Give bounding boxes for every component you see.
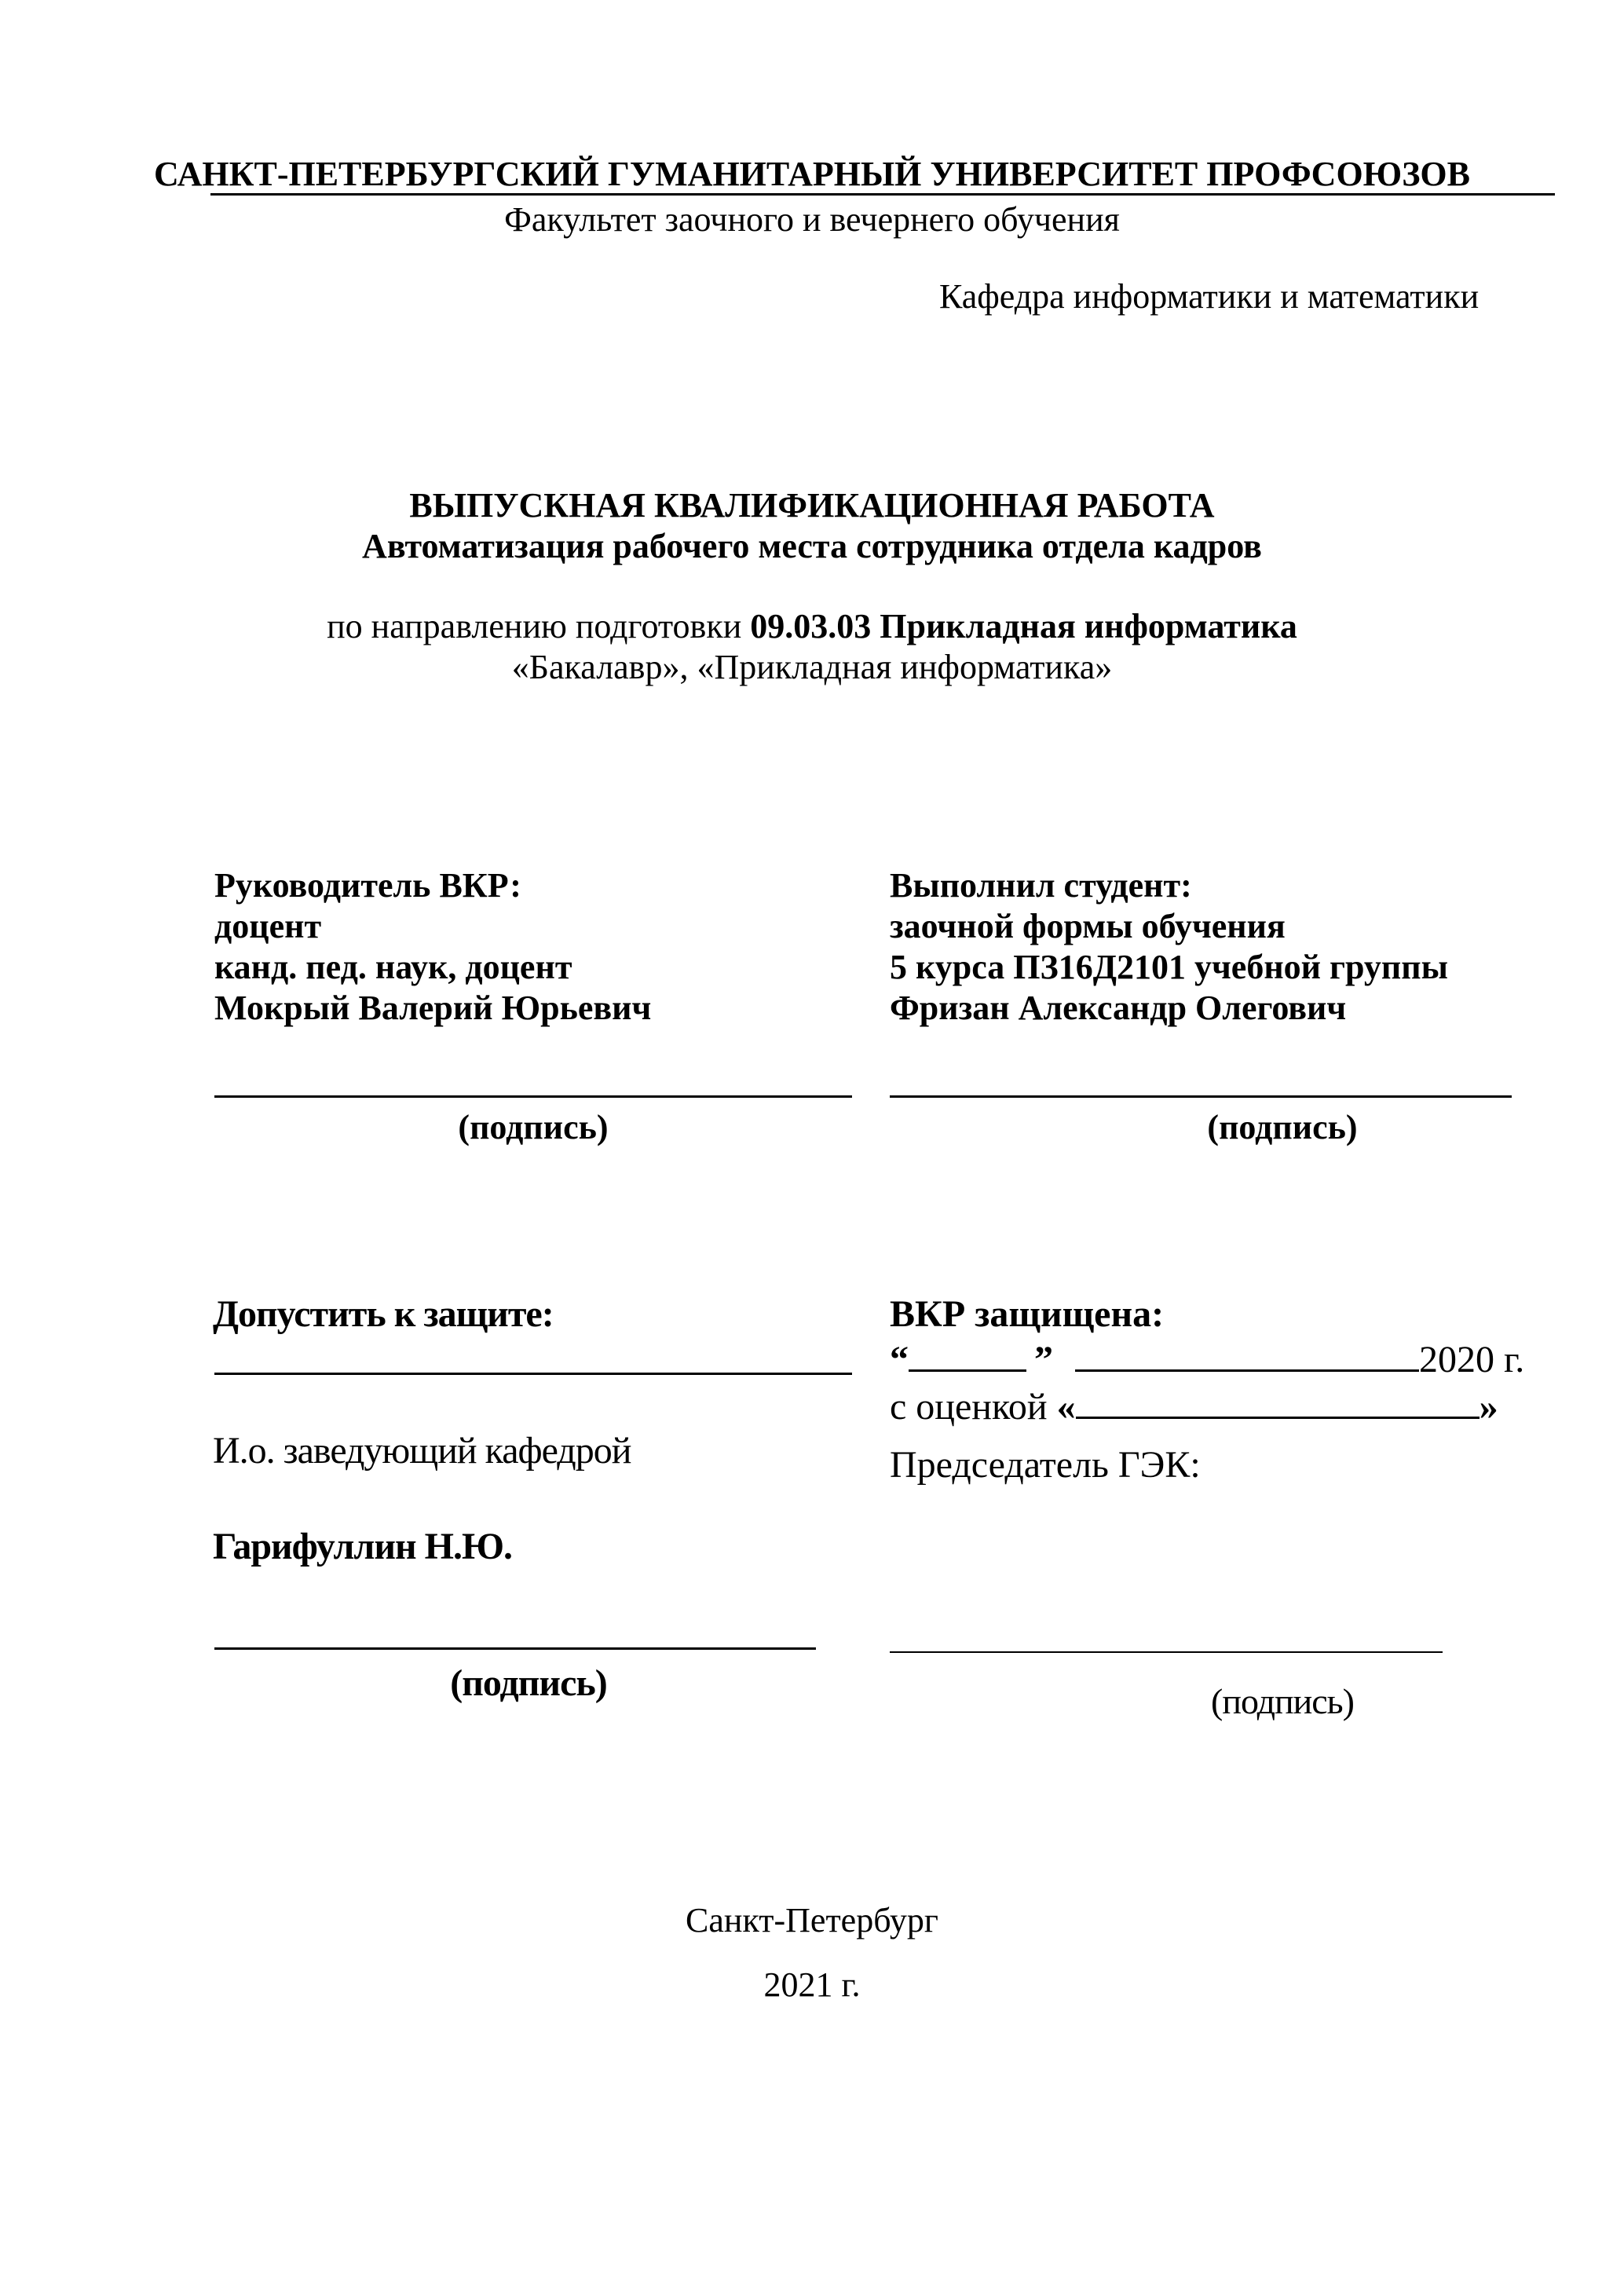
admission-signature-line bbox=[214, 1647, 816, 1650]
admission-signature-caption: (подпись) bbox=[450, 1662, 607, 1704]
grade-close-quote: » bbox=[1479, 1386, 1498, 1428]
defense-heading: ВКР защищена: bbox=[890, 1293, 1165, 1335]
header-rule bbox=[210, 193, 1555, 196]
degree-line: «Бакалавр», «Прикладная информатика» bbox=[511, 648, 1113, 686]
supervisor-degree: канд. пед. наук, доцент bbox=[214, 948, 572, 986]
gek-chair-label: Председатель ГЭК: bbox=[890, 1444, 1201, 1486]
university-name: САНКТ-ПЕТЕРБУРГСКИЙ ГУМАНИТАРНЫЙ УНИВЕРСИТЕТ ПРОФСОЮЗОВ bbox=[153, 155, 1471, 193]
direction-code: 09.03.03 Прикладная информатика bbox=[750, 607, 1297, 645]
admission-signature-line-top bbox=[214, 1373, 852, 1375]
date-day-blank bbox=[909, 1338, 1026, 1372]
direction-line bbox=[0, 606, 1624, 647]
student-signature-caption: (подпись) bbox=[1207, 1108, 1358, 1146]
student-heading: Выполнил студент: bbox=[890, 866, 1192, 905]
grade-prefix: с оценкой bbox=[890, 1386, 1057, 1428]
grade-open-quote: « bbox=[1056, 1386, 1076, 1428]
student-group: 5 курса ПЗ16Д2101 учебной группы bbox=[890, 948, 1448, 986]
defense-date-line bbox=[890, 1338, 1524, 1382]
direction-prefix: по направлению подготовки bbox=[327, 607, 751, 645]
gek-signature-caption: (подпись) bbox=[1211, 1681, 1354, 1721]
date-open-quote: “ bbox=[890, 1339, 909, 1380]
admission-role: И.о. заведующий кафедрой bbox=[213, 1430, 631, 1472]
supervisor-heading: Руководитель ВКР: bbox=[214, 866, 521, 905]
student-name: Фризан Александр Олегович bbox=[890, 989, 1347, 1027]
defense-grade-line bbox=[890, 1385, 1498, 1429]
student-signature-line bbox=[890, 1095, 1512, 1098]
work-topic: Автоматизация рабочего места сотрудника отдела кадров bbox=[362, 527, 1262, 565]
gek-signature-line bbox=[890, 1651, 1443, 1653]
work-type: ВЫПУСКНАЯ КВАЛИФИКАЦИОННАЯ РАБОТА bbox=[409, 486, 1215, 525]
footer-city: Санкт-Петербург bbox=[686, 1901, 938, 1940]
footer-year: 2021 г. bbox=[763, 1965, 861, 2004]
supervisor-signature-line bbox=[214, 1095, 852, 1098]
supervisor-name: Мокрый Валерий Юрьевич bbox=[214, 989, 652, 1027]
supervisor-position: доцент bbox=[214, 907, 322, 945]
admission-name: Гарифуллин Н.Ю. bbox=[213, 1526, 513, 1567]
faculty-name: Факультет заочного и вечернего обучения bbox=[504, 200, 1120, 239]
department-name: Кафедра информатики и математики bbox=[939, 277, 1480, 316]
grade-blank bbox=[1076, 1385, 1480, 1419]
supervisor-signature-caption: (подпись) bbox=[458, 1108, 609, 1146]
date-month-blank bbox=[1075, 1338, 1419, 1372]
admission-heading: Допустить к защите: bbox=[213, 1293, 554, 1335]
student-study-form: заочной формы обучения bbox=[890, 907, 1286, 945]
defense-year: 2020 г. bbox=[1419, 1339, 1525, 1380]
date-close-quote: ” bbox=[1034, 1339, 1053, 1380]
